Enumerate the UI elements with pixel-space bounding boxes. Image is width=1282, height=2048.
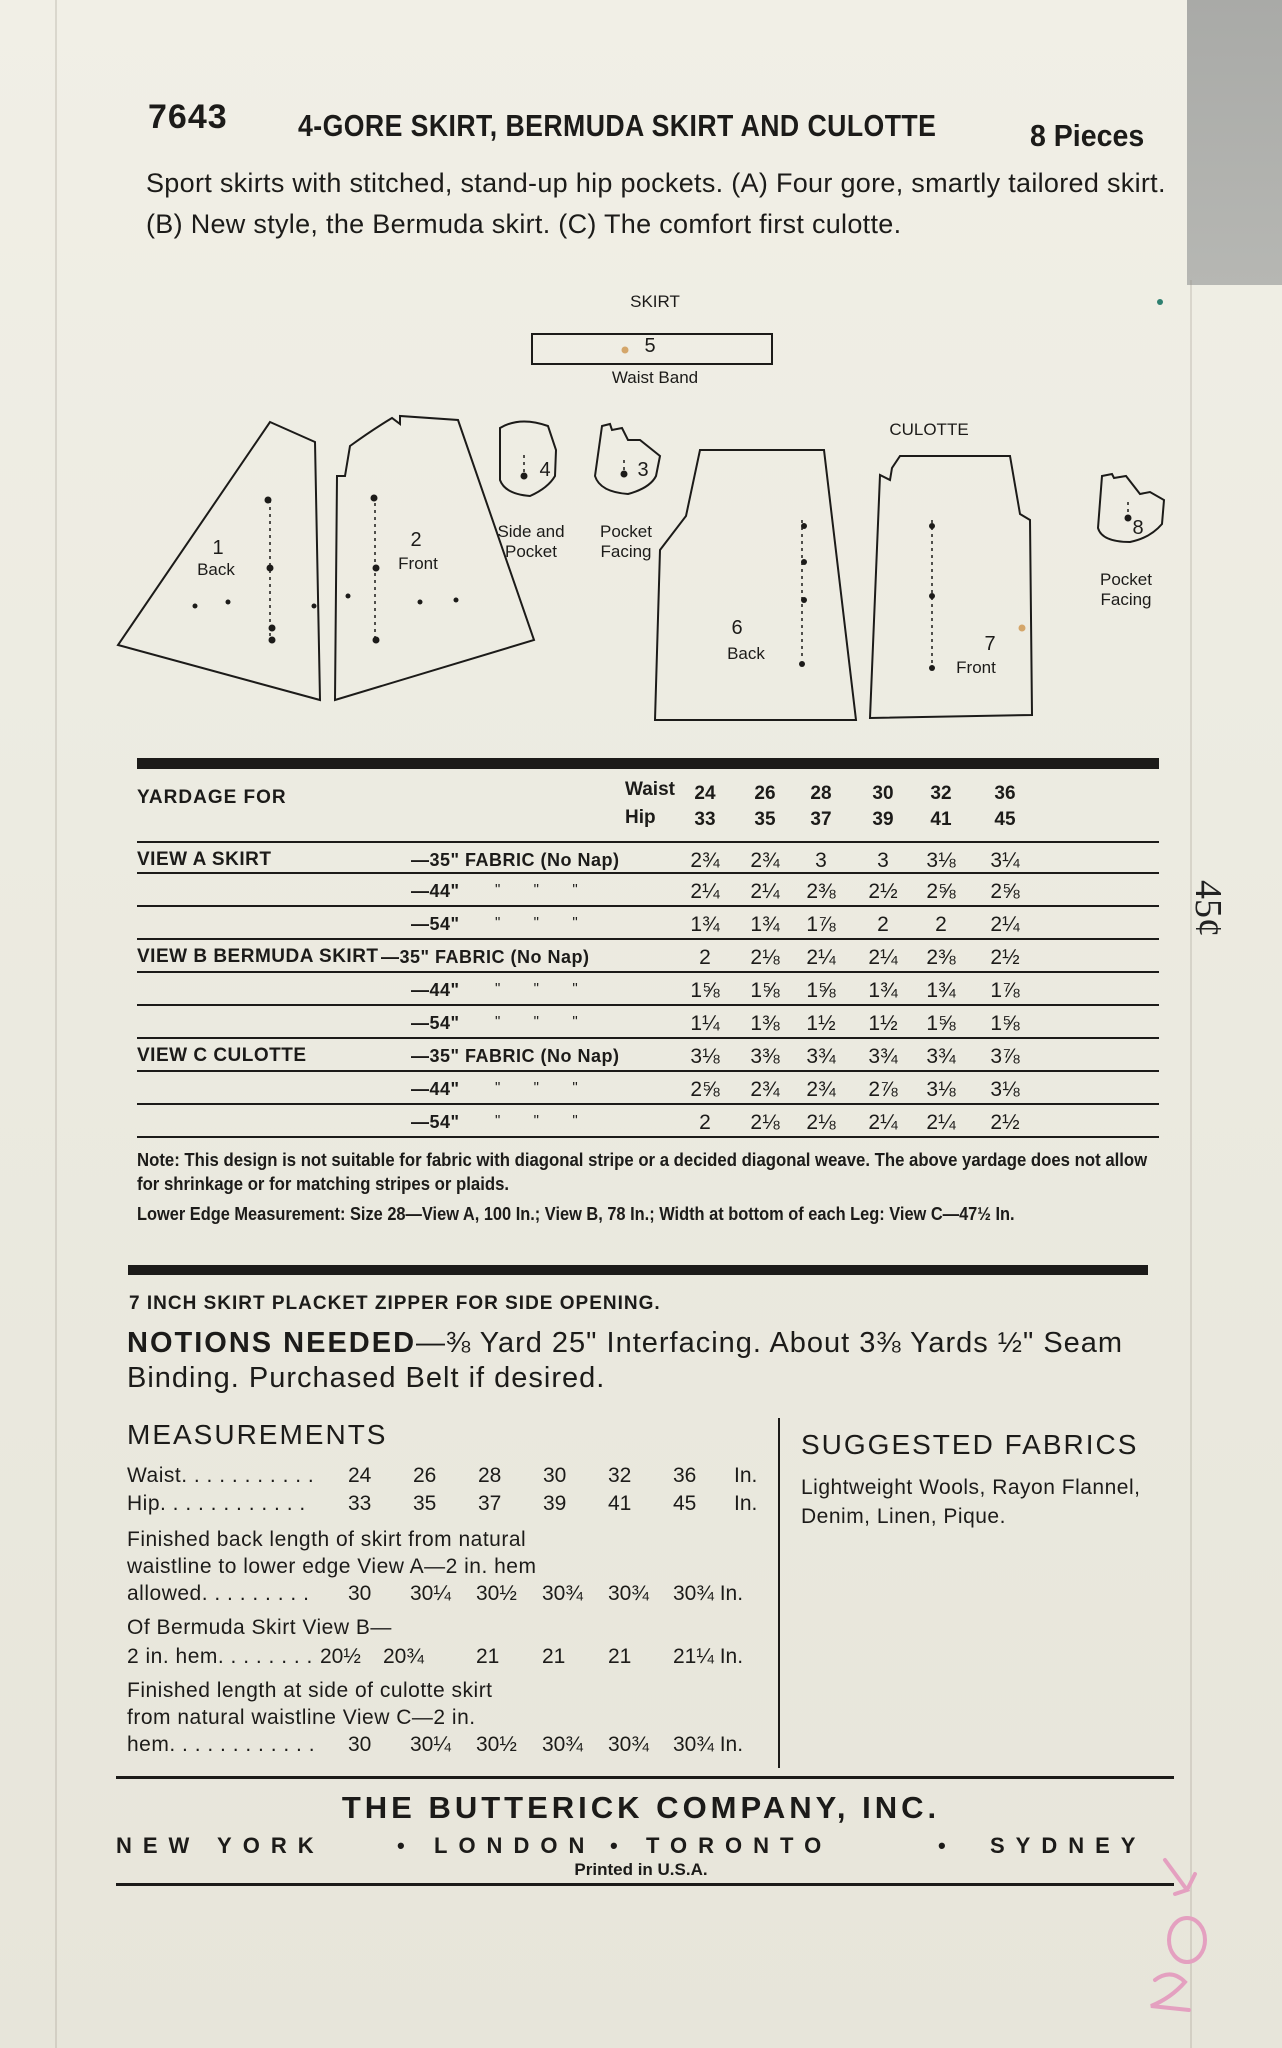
yardage-cell: 2⅝ <box>990 880 1020 903</box>
hip-label: Hip. . . . . . . . . . . . <box>127 1492 306 1515</box>
yardage-cell: 1⅜ <box>750 1012 780 1035</box>
measurement-value: 30 <box>348 1733 372 1756</box>
yardage-cell: 2⅞ <box>868 1078 898 1101</box>
yardage-row <box>137 874 1159 907</box>
yardage-cell: 3⅜ <box>750 1045 780 1068</box>
piece-6-number: 6 <box>731 617 743 639</box>
measurement-value: 37 <box>478 1492 502 1515</box>
piece-5-name: Waist Band <box>611 368 699 387</box>
gray-corner-tab <box>1187 0 1282 285</box>
yardage-cell: 2⅜ <box>806 880 836 903</box>
measurement-value: 26 <box>413 1464 437 1487</box>
piece-7-outline <box>870 456 1032 718</box>
culotte-text: Finished length at side of culotte skirt <box>127 1679 493 1702</box>
measurement-value: 30½ <box>476 1582 517 1605</box>
size-waist-header: 26 <box>754 783 776 804</box>
measurement-value: In. <box>734 1464 758 1487</box>
piece-2-name: Front <box>398 554 438 573</box>
size-hip-header: 35 <box>754 809 776 830</box>
back-length-label: allowed. . . . . . . . . <box>127 1582 310 1605</box>
yardage-cell: 1¾ <box>926 979 956 1002</box>
suggested-fabrics-title: SUGGESTED FABRICS <box>801 1429 1139 1460</box>
piece-4-name: Side and Pocket <box>497 522 565 561</box>
yardage-cell: 2¼ <box>750 880 780 903</box>
yardage-cell: 2¾ <box>750 1078 780 1101</box>
yardage-cell: 1½ <box>806 1012 836 1035</box>
footer-rule <box>116 1883 1174 1886</box>
notions-label: NOTIONS NEEDED <box>127 1327 417 1359</box>
yardage-cell: 2⅜ <box>926 946 956 969</box>
handwritten-pencil-mark <box>1105 1850 1235 2035</box>
measurement-value: 21¼ In. <box>673 1645 744 1668</box>
yardage-title: YARDAGE FOR <box>137 787 287 808</box>
price-mark: 45¢ <box>1187 880 1229 937</box>
ditto-marks: " " " <box>495 1079 578 1096</box>
yardage-row <box>137 1039 1159 1072</box>
yardage-cell: 2¾ <box>750 849 780 872</box>
yardage-cell: 1⅝ <box>990 1012 1020 1035</box>
measurement-value: 30 <box>348 1582 372 1605</box>
piece-6-outline <box>655 450 856 720</box>
yardage-cell: 3 <box>877 849 889 872</box>
city-separator: • <box>610 1833 618 1858</box>
yardage-cell: 2¼ <box>990 913 1020 936</box>
piece-7-number: 7 <box>984 633 996 655</box>
size-waist-header: 32 <box>930 783 952 804</box>
yardage-cell: 2⅝ <box>926 880 956 903</box>
yardage-rows <box>137 841 1159 1138</box>
yardage-cell: 3 <box>815 849 827 872</box>
measurements-title: MEASUREMENTS <box>127 1419 388 1450</box>
pattern-title: 4-GORE SKIRT, BERMUDA SKIRT AND CULOTTE <box>298 108 937 143</box>
yardage-cell: 1¾ <box>750 913 780 936</box>
yardage-cell: 2 <box>699 1111 711 1134</box>
notions-text: —⅜ Yard 25" Interfacing. About 3⅜ Yards ½" Seam Binding. Purchased Belt if desired. <box>127 1327 1124 1394</box>
section-rule <box>128 1265 1148 1275</box>
yardage-cell: 2⅛ <box>750 1111 780 1134</box>
measurement-value: 21 <box>542 1645 566 1668</box>
yardage-cell: 3⅛ <box>690 1045 720 1068</box>
yardage-row <box>137 841 1159 874</box>
piece-count: 8 Pieces <box>1030 118 1145 153</box>
measurement-value: 41 <box>608 1492 632 1515</box>
piece-8-number: 8 <box>1132 517 1144 539</box>
measurement-value: 30¼ <box>410 1733 451 1756</box>
measurement-value: 36 <box>673 1464 697 1487</box>
yardage-cell: 2¼ <box>926 1111 956 1134</box>
yardage-cell: 3⅛ <box>990 1078 1020 1101</box>
measurement-value: 30¾ <box>608 1582 649 1605</box>
size-hip-header: 41 <box>930 809 952 830</box>
ditto-marks: " " " <box>495 1013 578 1030</box>
measurement-value: 33 <box>348 1492 372 1515</box>
size-hip-header: 33 <box>694 809 716 830</box>
fabric-width-label: —44" <box>411 881 460 901</box>
yardage-cell: 1⅞ <box>990 979 1020 1002</box>
view-label: VIEW C CULOTTE <box>137 1045 307 1066</box>
yardage-cell: 1⅞ <box>806 913 836 936</box>
yardage-header <box>137 769 1159 841</box>
view-label: VIEW B BERMUDA SKIRT <box>137 946 379 967</box>
piece-3-name: Pocket Facing <box>600 522 652 561</box>
pattern-pieces-diagram <box>0 280 1282 740</box>
city-toronto: TORONTO <box>646 1833 833 1858</box>
hip-header-label: Hip <box>625 807 656 828</box>
yardage-cell: 3¼ <box>990 849 1020 872</box>
bermuda-text: Of Bermuda Skirt View B— <box>127 1616 392 1639</box>
yardage-row <box>137 1072 1159 1105</box>
measurement-value: 30¼ <box>410 1582 451 1605</box>
ditto-marks: " " " <box>495 1112 578 1129</box>
culotte-heading: CULOTTE <box>889 420 969 439</box>
yardage-cell: 1¼ <box>690 1012 720 1035</box>
yardage-row <box>137 1105 1159 1138</box>
size-hip-header: 45 <box>994 809 1016 830</box>
fabric-width-label: —35" FABRIC (No Nap) <box>411 1046 620 1066</box>
yardage-cell: 2¼ <box>806 946 836 969</box>
fabric-width-label: —54" <box>411 1112 460 1132</box>
size-waist-header: 28 <box>810 783 832 804</box>
piece-2-number: 2 <box>410 529 422 551</box>
measurement-value: 24 <box>348 1464 372 1487</box>
yardage-cell: 2⅛ <box>750 946 780 969</box>
back-length-text: Finished back length of skirt from natural <box>127 1528 527 1551</box>
piece-1-name: Back <box>197 560 235 579</box>
yardage-row <box>137 973 1159 1006</box>
fabric-width-label: —35" FABRIC (No Nap) <box>381 947 590 967</box>
piece-8-name: Pocket Facing <box>1100 570 1152 609</box>
piece-3-number: 3 <box>637 459 649 481</box>
yardage-cell: 2⅛ <box>806 1111 836 1134</box>
yardage-cell: 3⅛ <box>926 849 956 872</box>
yardage-cell: 2 <box>877 913 889 936</box>
city-new-york: NEW YORK <box>116 1833 325 1858</box>
company-name: THE BUTTERICK COMPANY, INC. <box>341 1790 941 1825</box>
yardage-cell: 2¼ <box>868 946 898 969</box>
fabric-width-label: —54" <box>411 914 460 934</box>
zipper-note: 7 INCH SKIRT PLACKET ZIPPER FOR SIDE OPENING. <box>129 1293 661 1314</box>
measurement-value: 20¾ <box>383 1645 424 1668</box>
ditto-marks: " " " <box>495 881 578 898</box>
yardage-cell: 2 <box>699 946 711 969</box>
measurement-value: 30¾ <box>542 1582 583 1605</box>
printed-in: Printed in U.S.A. <box>574 1860 708 1879</box>
piece-1-number: 1 <box>212 537 224 559</box>
view-label: VIEW A SKIRT <box>137 849 272 870</box>
fabric-width-label: —44" <box>411 1079 460 1099</box>
yardage-cell: 1⅝ <box>926 1012 956 1035</box>
yardage-cell: 2¾ <box>690 849 720 872</box>
pattern-number: 7643 <box>148 98 228 136</box>
measurement-value: 30½ <box>476 1733 517 1756</box>
measurement-value: 39 <box>543 1492 567 1515</box>
measurement-value: 30¾ In. <box>673 1582 744 1605</box>
yardage-cell: 1¾ <box>690 913 720 936</box>
skirt-heading: SKIRT <box>630 292 680 311</box>
waist-header-label: Waist <box>625 779 675 800</box>
yardage-cell: 1⅝ <box>806 979 836 1002</box>
yardage-cell: 3⅛ <box>926 1078 956 1101</box>
notions-needed <box>127 1326 1167 1396</box>
company-cities <box>116 1833 1166 1863</box>
ditto-marks: " " " <box>495 914 578 931</box>
yardage-cell: 3¾ <box>806 1045 836 1068</box>
yardage-cell: 2½ <box>990 946 1020 969</box>
back-length-text: waistline to lower edge View A—2 in. hem <box>127 1555 537 1578</box>
table-rule <box>137 758 1159 769</box>
piece-4-number: 4 <box>539 459 551 481</box>
piece-7-name: Front <box>956 658 996 677</box>
suggested-fabrics-text: Lightweight Wools, Rayon Flannel, Denim, Linen, Pique. <box>801 1476 1141 1528</box>
measurement-value: 45 <box>673 1492 697 1515</box>
culotte-text: from natural waistline View C—2 in. <box>127 1706 476 1729</box>
yardage-cell: 1¾ <box>868 979 898 1002</box>
ditto-marks: " " " <box>495 980 578 997</box>
yardage-table <box>137 758 1159 1225</box>
pattern-description: Sport skirts with stitched, stand-up hip pockets. (A) Four gore, smartly tailored skirt. (B) New style, the Bermuda skirt. (C) The comfort first culotte. <box>146 168 1166 239</box>
yardage-cell: 1⅝ <box>750 979 780 1002</box>
yardage-cell: 3⅞ <box>990 1045 1020 1068</box>
measurement-value: 30¾ <box>542 1733 583 1756</box>
measurement-value: 28 <box>478 1464 502 1487</box>
culotte-label: hem. . . . . . . . . . . . <box>127 1733 316 1756</box>
city-sydney: SYDNEY <box>990 1833 1147 1858</box>
measurement-value: 21 <box>476 1645 500 1668</box>
piece-6-name: Back <box>727 644 765 663</box>
piece-3-outline <box>595 424 660 494</box>
lower-edge-measurement: Lower Edge Measurement: Size 28—View A, 100 In.; View B, 78 In.; Width at bottom of each Leg: View C—47½ In. <box>137 1204 1015 1224</box>
city-separator: • <box>397 1833 405 1858</box>
measurement-value: 30¾ <box>608 1733 649 1756</box>
waist-label: Waist. . . . . . . . . . . <box>127 1464 315 1487</box>
yardage-cell: 3¾ <box>868 1045 898 1068</box>
size-waist-header: 24 <box>694 783 716 804</box>
fabric-width-label: —54" <box>411 1013 460 1033</box>
yardage-cell: 2⅝ <box>690 1078 720 1101</box>
size-hip-header: 37 <box>810 809 832 830</box>
measurement-value: 32 <box>608 1464 632 1487</box>
yardage-row <box>137 1006 1159 1039</box>
piece-5-number: 5 <box>644 335 656 357</box>
yardage-note: Note: This design is not suitable for fabric with diagonal stripe or a decided diagonal weave. The above yardage does not allow for shrinkage or for matching stripes or plaids. <box>137 1150 1148 1194</box>
yardage-cell: 2 <box>935 913 947 936</box>
yardage-row <box>137 907 1159 940</box>
measurement-value: 30 <box>543 1464 567 1487</box>
fabric-width-label: —35" FABRIC (No Nap) <box>411 850 620 870</box>
fabric-width-label: —44" <box>411 980 460 1000</box>
bermuda-label: 2 in. hem. . . . . . . . <box>127 1645 313 1668</box>
size-hip-header: 39 <box>872 809 894 830</box>
measurement-value: 35 <box>413 1492 437 1515</box>
yardage-cell: 2½ <box>868 880 898 903</box>
size-waist-header: 36 <box>994 783 1016 804</box>
yardage-cell: 3¾ <box>926 1045 956 1068</box>
measurement-value: In. <box>734 1492 758 1515</box>
yardage-cell: 2¼ <box>690 880 720 903</box>
footer-rule <box>116 1776 1174 1779</box>
city-separator: • <box>938 1833 946 1858</box>
city-london: LONDON <box>434 1833 596 1858</box>
yardage-cell: 2½ <box>990 1111 1020 1134</box>
yardage-cell: 1⅝ <box>690 979 720 1002</box>
measurement-value: 30¾ In. <box>673 1733 744 1756</box>
size-waist-header: 30 <box>872 783 894 804</box>
yardage-cell: 2¼ <box>868 1111 898 1134</box>
yardage-cell: 2¾ <box>806 1078 836 1101</box>
yardage-row <box>137 940 1159 973</box>
measurement-value: 21 <box>608 1645 632 1668</box>
yardage-cell: 1½ <box>868 1012 898 1035</box>
measurement-value: 20½ <box>320 1645 361 1668</box>
